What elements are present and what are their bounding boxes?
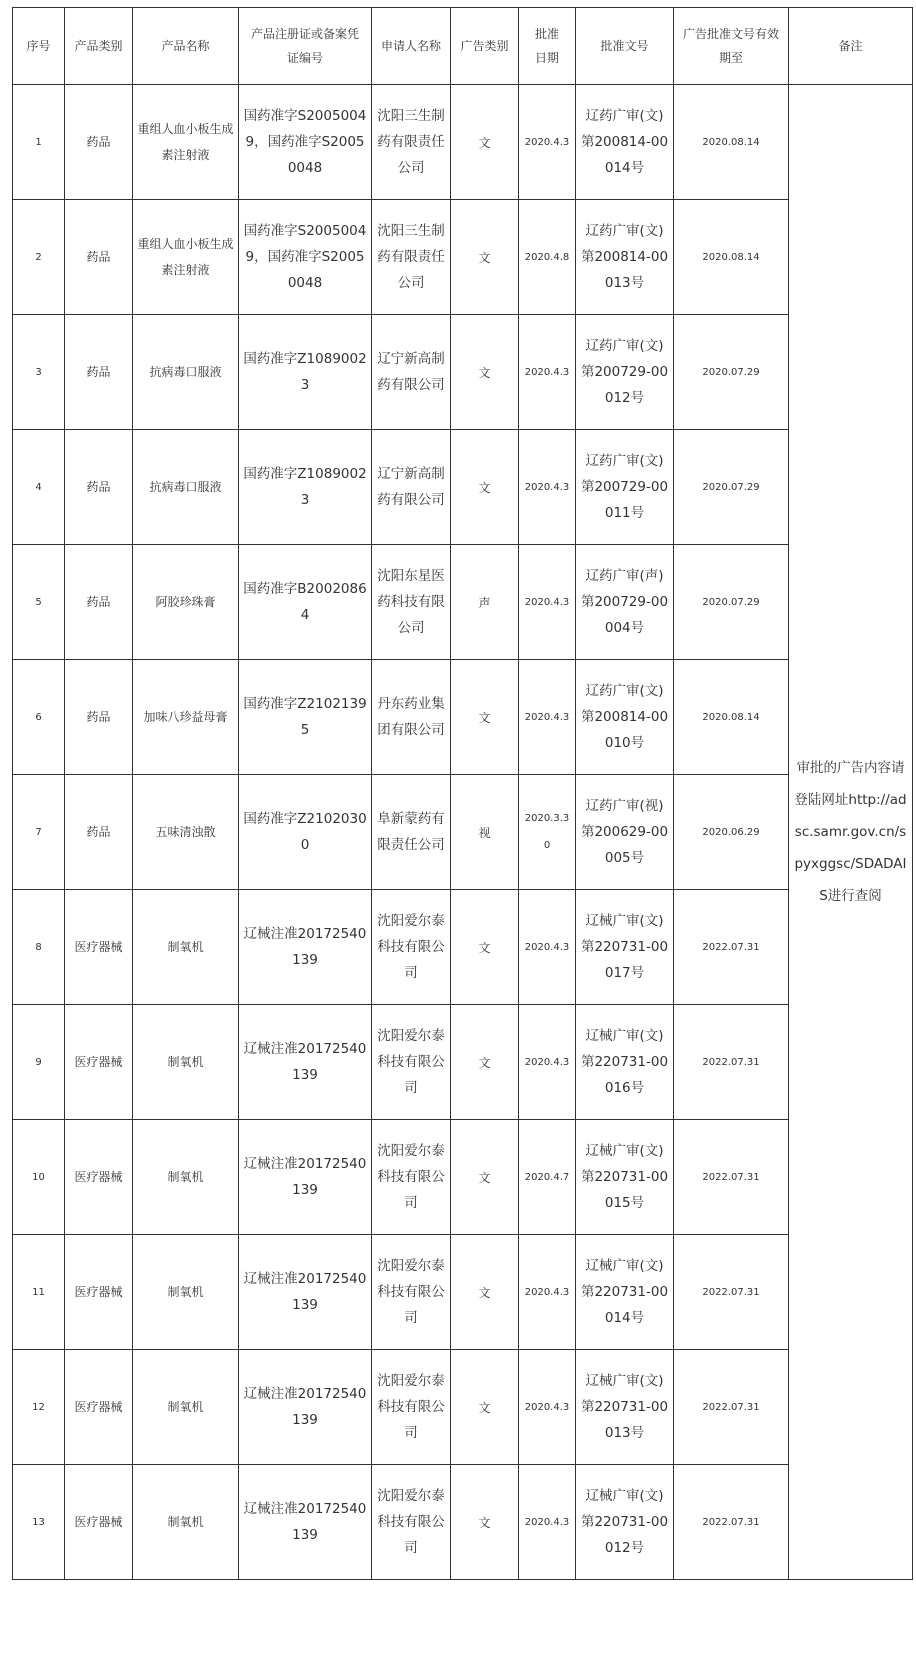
cell-ad-type: 文 (451, 200, 519, 315)
cell-approval-no: 辽药广审(声)第200729-00004号 (576, 545, 674, 660)
cell-product-name: 阿胶珍珠膏 (133, 545, 239, 660)
cell-applicant: 沈阳爱尔泰科技有限公司 (372, 1465, 451, 1580)
cell-approval-no: 辽药广审(文)第200729-00011号 (576, 430, 674, 545)
cell-seq: 13 (13, 1465, 65, 1580)
cell-product-name: 制氧机 (133, 890, 239, 1005)
cell-category: 药品 (65, 775, 133, 890)
header-ad-type: 广告类别 (451, 8, 519, 85)
header-registration-no: 产品注册证或备案凭证编号 (239, 8, 372, 85)
cell-ad-type: 文 (451, 430, 519, 545)
cell-ad-type: 文 (451, 1120, 519, 1235)
cell-registration-no: 国药准字Z21021395 (239, 660, 372, 775)
cell-category: 医疗器械 (65, 890, 133, 1005)
cell-applicant: 沈阳爱尔泰科技有限公司 (372, 1005, 451, 1120)
cell-valid-until: 2020.07.29 (674, 545, 789, 660)
cell-approval-no: 辽械广审(文)第220731-00014号 (576, 1235, 674, 1350)
cell-product-name: 制氧机 (133, 1235, 239, 1350)
cell-valid-until: 2022.07.31 (674, 1005, 789, 1120)
cell-registration-no: 国药准字S20050049，国药准字S20050048 (239, 85, 372, 200)
cell-valid-until: 2020.06.29 (674, 775, 789, 890)
cell-approval-date: 2020.4.3 (519, 1350, 576, 1465)
cell-applicant: 沈阳爱尔泰科技有限公司 (372, 890, 451, 1005)
cell-ad-type: 文 (451, 660, 519, 775)
cell-seq: 9 (13, 1005, 65, 1120)
table-row (13, 430, 913, 545)
cell-product-name: 制氧机 (133, 1350, 239, 1465)
cell-seq: 7 (13, 775, 65, 890)
cell-product-name: 重组人血小板生成素注射液 (133, 200, 239, 315)
cell-category: 药品 (65, 430, 133, 545)
table-row (13, 775, 913, 890)
cell-approval-no: 辽药广审(文)第200814-00014号 (576, 85, 674, 200)
cell-registration-no: 国药准字Z10890023 (239, 315, 372, 430)
cell-approval-date: 2020.3.30 (519, 775, 576, 890)
cell-category: 药品 (65, 660, 133, 775)
header-approval-date: 批准日期 (519, 8, 576, 85)
table-row (13, 1235, 913, 1350)
cell-category: 医疗器械 (65, 1235, 133, 1350)
cell-seq: 4 (13, 430, 65, 545)
table-row (13, 1005, 913, 1120)
cell-valid-until: 2022.07.31 (674, 1350, 789, 1465)
cell-ad-type: 文 (451, 1465, 519, 1580)
cell-registration-no: 辽械注准20172540139 (239, 1235, 372, 1350)
cell-applicant: 阜新蒙药有限责任公司 (372, 775, 451, 890)
table-row (13, 660, 913, 775)
cell-ad-type: 文 (451, 1005, 519, 1120)
cell-category: 医疗器械 (65, 1120, 133, 1235)
cell-seq: 1 (13, 85, 65, 200)
cell-ad-type: 文 (451, 1235, 519, 1350)
cell-approval-date: 2020.4.3 (519, 545, 576, 660)
cell-seq: 3 (13, 315, 65, 430)
cell-ad-type: 文 (451, 1350, 519, 1465)
cell-approval-no: 辽械广审(文)第220731-00012号 (576, 1465, 674, 1580)
cell-registration-no: 辽械注准20172540139 (239, 1465, 372, 1580)
cell-seq: 11 (13, 1235, 65, 1350)
cell-approval-no: 辽药广审(文)第200729-00012号 (576, 315, 674, 430)
cell-registration-no: 辽械注准20172540139 (239, 1005, 372, 1120)
ad-approval-table (12, 7, 913, 1580)
cell-registration-no: 国药准字S20050049，国药准字S20050048 (239, 200, 372, 315)
cell-seq: 10 (13, 1120, 65, 1235)
table-row (13, 545, 913, 660)
cell-valid-until: 2020.08.14 (674, 85, 789, 200)
cell-seq: 8 (13, 890, 65, 1005)
cell-approval-no: 辽药广审(视)第200629-00005号 (576, 775, 674, 890)
cell-category: 药品 (65, 85, 133, 200)
cell-product-name: 抗病毒口服液 (133, 430, 239, 545)
table-row (13, 85, 913, 200)
cell-valid-until: 2022.07.31 (674, 890, 789, 1005)
cell-valid-until: 2022.07.31 (674, 1235, 789, 1350)
cell-remark: 审批的广告内容请登陆网址http://adsc.samr.gov.cn/spyxggsc/SDADAIS进行查阅 (789, 85, 913, 1580)
cell-approval-date: 2020.4.3 (519, 1465, 576, 1580)
cell-applicant: 沈阳爱尔泰科技有限公司 (372, 1235, 451, 1350)
cell-category: 医疗器械 (65, 1465, 133, 1580)
header-remark: 备注 (789, 8, 913, 85)
header-seq: 序号 (13, 8, 65, 85)
cell-product-name: 五味清浊散 (133, 775, 239, 890)
cell-ad-type: 文 (451, 890, 519, 1005)
cell-applicant: 沈阳爱尔泰科技有限公司 (372, 1350, 451, 1465)
cell-applicant: 辽宁新高制药有限公司 (372, 430, 451, 545)
cell-approval-date: 2020.4.3 (519, 85, 576, 200)
cell-valid-until: 2020.07.29 (674, 315, 789, 430)
cell-approval-date: 2020.4.3 (519, 890, 576, 1005)
cell-applicant: 沈阳爱尔泰科技有限公司 (372, 1120, 451, 1235)
cell-applicant: 辽宁新高制药有限公司 (372, 315, 451, 430)
cell-category: 医疗器械 (65, 1350, 133, 1465)
cell-applicant: 丹东药业集团有限公司 (372, 660, 451, 775)
cell-approval-no: 辽药广审(文)第200814-00013号 (576, 200, 674, 315)
cell-registration-no: 国药准字Z21020300 (239, 775, 372, 890)
cell-approval-date: 2020.4.3 (519, 1235, 576, 1350)
cell-approval-date: 2020.4.3 (519, 430, 576, 545)
cell-registration-no: 国药准字Z10890023 (239, 430, 372, 545)
table-row (13, 1120, 913, 1235)
table-row (13, 1350, 913, 1465)
cell-category: 医疗器械 (65, 1005, 133, 1120)
cell-product-name: 加味八珍益母膏 (133, 660, 239, 775)
cell-approval-no: 辽械广审(文)第220731-00013号 (576, 1350, 674, 1465)
cell-valid-until: 2020.07.29 (674, 430, 789, 545)
header-valid-until: 广告批准文号有效期至 (674, 8, 789, 85)
cell-registration-no: 辽械注准20172540139 (239, 1120, 372, 1235)
table-row (13, 200, 913, 315)
cell-ad-type: 文 (451, 85, 519, 200)
header-row (13, 8, 913, 85)
cell-approval-no: 辽械广审(文)第220731-00015号 (576, 1120, 674, 1235)
cell-category: 药品 (65, 315, 133, 430)
cell-applicant: 沈阳东星医药科技有限公司 (372, 545, 451, 660)
cell-registration-no: 辽械注准20172540139 (239, 890, 372, 1005)
cell-approval-date: 2020.4.3 (519, 315, 576, 430)
cell-ad-type: 声 (451, 545, 519, 660)
cell-approval-date: 2020.4.7 (519, 1120, 576, 1235)
header-product-name: 产品名称 (133, 8, 239, 85)
cell-seq: 6 (13, 660, 65, 775)
cell-product-name: 抗病毒口服液 (133, 315, 239, 430)
cell-applicant: 沈阳三生制药有限责任公司 (372, 85, 451, 200)
cell-approval-no: 辽械广审(文)第220731-00017号 (576, 890, 674, 1005)
header-category: 产品类别 (65, 8, 133, 85)
cell-seq: 5 (13, 545, 65, 660)
cell-valid-until: 2020.08.14 (674, 200, 789, 315)
cell-product-name: 制氧机 (133, 1005, 239, 1120)
header-approval-no: 批准文号 (576, 8, 674, 85)
cell-approval-date: 2020.4.3 (519, 660, 576, 775)
cell-ad-type: 文 (451, 315, 519, 430)
cell-ad-type: 视 (451, 775, 519, 890)
table-row (13, 315, 913, 430)
cell-approval-date: 2020.4.3 (519, 1005, 576, 1120)
table-row (13, 890, 913, 1005)
cell-product-name: 重组人血小板生成素注射液 (133, 85, 239, 200)
cell-valid-until: 2022.07.31 (674, 1465, 789, 1580)
cell-registration-no: 辽械注准20172540139 (239, 1350, 372, 1465)
cell-seq: 2 (13, 200, 65, 315)
cell-valid-until: 2022.07.31 (674, 1120, 789, 1235)
cell-registration-no: 国药准字B20020864 (239, 545, 372, 660)
cell-category: 药品 (65, 200, 133, 315)
cell-product-name: 制氧机 (133, 1120, 239, 1235)
table-row (13, 1465, 913, 1580)
cell-applicant: 沈阳三生制药有限责任公司 (372, 200, 451, 315)
cell-category: 药品 (65, 545, 133, 660)
cell-approval-no: 辽药广审(文)第200814-00010号 (576, 660, 674, 775)
cell-valid-until: 2020.08.14 (674, 660, 789, 775)
cell-approval-date: 2020.4.8 (519, 200, 576, 315)
cell-seq: 12 (13, 1350, 65, 1465)
header-applicant: 申请人名称 (372, 8, 451, 85)
cell-product-name: 制氧机 (133, 1465, 239, 1580)
cell-approval-no: 辽械广审(文)第220731-00016号 (576, 1005, 674, 1120)
